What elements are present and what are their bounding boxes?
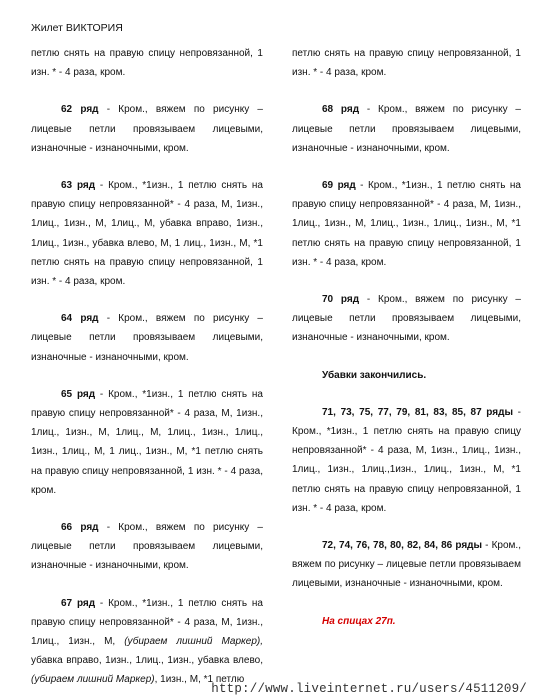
row-number: 71, 73, 75, 77, 79, 81, 83, 85, 87 ряды <box>322 406 513 418</box>
decreases-finished-note: Убавки закончились. <box>322 369 427 381</box>
continuation-paragraph: петлю снять на правую спицу непровязанной, 1 изн. * - 4 раза, кром. <box>31 48 263 79</box>
marker-note: (убираем лишний Маркер), <box>124 636 263 648</box>
row-number: 67 ряд <box>61 597 96 609</box>
continuation-paragraph: петлю снять на правую спицу непровязанной, 1 изн. * - 4 раза, кром. <box>292 48 521 79</box>
row-67-paragraph: 67 ряд - Кром., *1изн., 1 петлю снять на правую спицу непровязанной* - 4 раза, М, 1изн., 1лиц., 1изн., М, (убираем лишний Маркер), убавка вправо, 1изн., 1лиц., 1изн., убавка влево, (убираем лишний Маркер), 1изн., М, *1 петлю <box>31 597 263 686</box>
row-65-paragraph: 65 ряд - Кром., *1изн., 1 петлю снять на правую спицу непровязанной* - 4 раза, М, 1изн., 1лиц., 1изн., М, 1лиц., М, 1лиц., 1изн., 1лиц., 1изн., 1лиц., М, 1 лиц., 1изн., М, *1 петлю снять на правую спицу непровязанной, 1 изн. * - 4 раза, кром. <box>31 388 263 496</box>
row-number: 62 ряд <box>61 104 99 116</box>
row-68-paragraph: 68 ряд - Кром., вяжем по рисунку – лицевые петли провязываем лицевыми, изнаночные - изнаночными, кром. <box>292 104 521 154</box>
row-69-paragraph: 69 ряд - Кром., *1изн., 1 петлю снять на правую спицу непровязанной* - 4 раза, М, 1изн., 1лиц., 1изн., М, 1лиц., 1изн., 1лиц., 1изн., М, *1 петлю снять на правую спицу непровязанной, 1 изн. * - 4 раза, кром. <box>292 180 521 268</box>
row-number: 68 ряд <box>322 104 360 116</box>
row-64-paragraph: 64 ряд - Кром., вяжем по рисунку – лицевые петли провязываем лицевыми, изнаночные - изнаночными, кром. <box>31 313 263 363</box>
marker-note: (убираем лишний Маркер) <box>31 674 155 686</box>
row-62-paragraph: 62 ряд - Кром., вяжем по рисунку – лицевые петли провязываем лицевыми, изнаночные - изнаночными, кром. <box>31 104 263 154</box>
document-title: Жилет ВИКТОРИЯ <box>31 22 123 34</box>
row-63-paragraph: 63 ряд - Кром., *1изн., 1 петлю снять на правую спицу непровязанной* - 4 раза, М, 1изн., 1лиц., 1изн., М, 1лиц., М, убавка вправо, 1изн., 1лиц., 1изн., убавка влево, М, 1 лиц., 1изн., М, *1 петлю снять на правую спицу непровязанной, 1 изн. * - 4 раза, кром. <box>31 180 263 288</box>
row-number: 70 ряд <box>322 294 360 306</box>
rows-72-86-paragraph: 72, 74, 76, 78, 80, 82, 84, 86 ряды - Кром., вяжем по рисунку – лицевые петли провязываем лицевыми, изнаночные - изнаночными, кром. <box>292 540 521 590</box>
stitch-count-note: На спицах 27п. <box>322 615 396 627</box>
left-column <box>31 44 263 690</box>
right-column <box>292 44 521 631</box>
row-number: 66 ряд <box>61 522 99 534</box>
watermark-url: http://www.liveinternet.ru/users/4511209/ <box>211 682 527 696</box>
row-number: 72, 74, 76, 78, 80, 82, 84, 86 ряды <box>322 540 483 552</box>
row-number: 65 ряд <box>61 388 96 400</box>
row-number: 69 ряд <box>322 180 356 192</box>
row-number: 63 ряд <box>61 180 96 192</box>
row-70-paragraph: 70 ряд - Кром., вяжем по рисунку – лицевые петли провязываем лицевыми, изнаночные - изнаночными, кром. <box>292 294 521 344</box>
row-number: 64 ряд <box>61 313 99 325</box>
row-66-paragraph: 66 ряд - Кром., вяжем по рисунку – лицевые петли провязываем лицевыми, изнаночные - изнаночными, кром. <box>31 522 263 572</box>
rows-71-87-paragraph: 71, 73, 75, 77, 79, 81, 83, 85, 87 ряды - Кром., *1изн., 1 петлю снять на правую спицу непровязанной* - 4 раза, М, 1изн., 1лиц., 1изн., 1лиц., 1изн., 1лиц.,1изн., 1лиц., 1изн., М, *1 петлю снять на правую спицу непровязанной, 1 изн. * - 4 раза, кром. <box>292 406 521 514</box>
